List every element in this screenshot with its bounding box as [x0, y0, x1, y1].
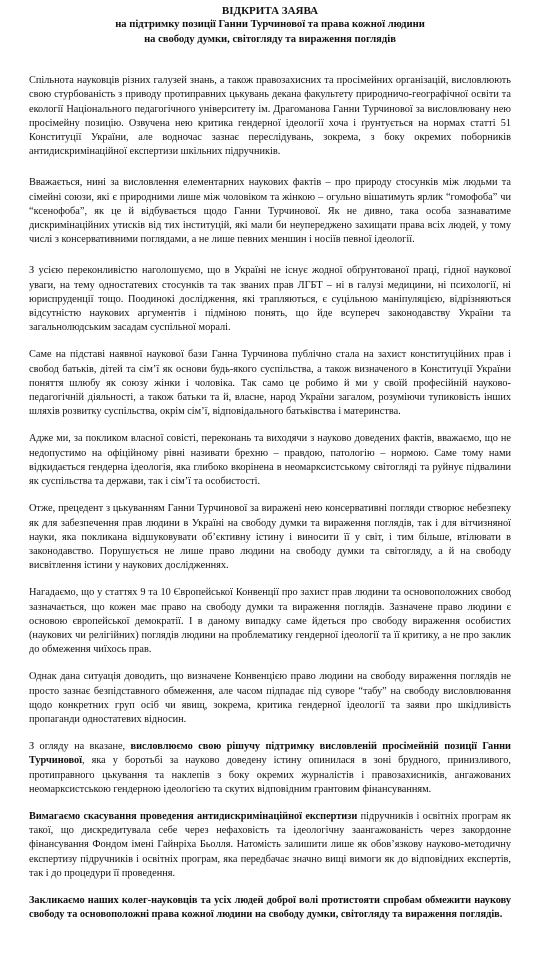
paragraph-9-intro: З огляду на вказане, [29, 741, 131, 753]
document-title [29, 4, 511, 47]
paragraph-7: Нагадаємо, що у статтях 9 та 10 Європейської Конвенції про захист прав людини та основоположних свобод зазначається, що кожен має право на свободу думки та вираження поглядів. Зазначене право людини є основою європейської демократії. І в даному випадку саме йдеться про свободу вираження особистих (наукових чи релігійних) поглядів людини на проблематику гендерної ідеології та її критику, а не про заклик до обмеження чиїхось прав. [29, 587, 511, 656]
paragraph-9 [29, 740, 511, 797]
title-subtitle-line-2: на свободу думки, світогляду та вираження поглядів [144, 33, 396, 45]
paragraph-8: Однак дана ситуація доводить, що визначене Конвенцією право людини на свободу вираження поглядів не просто зазнає безпідставного обмеження, але часом підпадає під суворе “табу” на свободу висловлювання щодо конкретних груп осіб чи явищ, зокрема, критика гендерної ідеології та заяви про шкідливість пропаганди одностатевих відносин. [29, 671, 511, 725]
paragraph-5: Адже ми, за покликом власної совісті, переконань та виходячи з науково доведених фактів, вважаємо, що не недопустимо на офіційному рівні називати брехню – правдою, патологію – нормою. Саме тому нами відкидається гендерна ідеологія, яка глибоко вкорінена в неомарксистському світогляді та руйнує підвалини як суспільства та держави, так і сім’ї та особистості. [29, 433, 511, 488]
paragraph-11 [29, 894, 511, 922]
paragraph-10 [29, 810, 511, 881]
title-heading: ВІДКРИТА ЗАЯВА [221, 5, 319, 17]
paragraph-9-emphasis: висловлюємо свою рішучу підтримку висловленій просімейній позиції Ганни Турчинової [29, 741, 511, 767]
paragraph-6: Отже, прецедент з цькуванням Ганни Турчинової за виражені нею консервативні погляди створює небезпеку як для забезпечення прав людини в Україні на свободу думки та вираження поглядів, так і для вітчизняної науки, яка покликана відшуковувати об’єктивну істину і виносити її у світ, і тим більше, втілювати в законодавство. Порушується не лише право людини на свободу думки та світогляду, а й на свободу висвітлення істини у наукових дослідженнях. [29, 503, 511, 572]
paragraph-3: З усією переконливістю наголошуємо, що в Україні не існує жодної обґрунтованої праці, гідної наукової уваги, на тему одностатевих стосунків та так званих прав ЛГБТ – ні в галузі медицини, ні психології, ні юриспруденції тощо. Поодинокі дослідження, які трапляються, є суцільною маніпуляцією, відрізняються відсутністю наукових аргументів і підміною понять, що йде всупереч законодавству України та загальнолюдським засадам суспільної моралі. [29, 265, 511, 334]
title-subtitle-line-1: на підтримку позиції Ганни Турчинової та права кожної людини [115, 19, 425, 31]
paragraph-1: Спільнота науковців різних галузей знань, а також правозахисних та просімейних організацій, висловлюють свою стурбованість з приводу протиправних цькувань декана факультету природничо-географічної освіти та екології Національного педагогічного університету ім. Драгоманова Ганни Турчинової за висловлювану нею просімейну позицію. Озвучена нею критика гендерної ідеології хоча і ґрунтується на нормах статті 51 Конституції України, але водночас зазнає переслідувань, зокрема, з боку окремих поборників антидискримінаційної експертизи шкільних підручників. [29, 75, 511, 158]
paragraph-10-emphasis: Вимагаємо скасування проведення антидискримінаційної експертизи [29, 810, 358, 822]
paragraph-10-rest: підручників і освітніх програм як такої, що дискредитувала себе через нефаховість та ідеологічну заангажованість через закордонне фінансування Фондом імені Гайнріха Бьолля. Натомість залишити лише як обов’язкову науково-методичну експертизу підручників і освітніх програм, яка передбачає значно вищі вимоги як до відповідних експертів, так і до процедури її проведення. [29, 810, 511, 879]
paragraph-9-rest: , яка у боротьбі за науково доведену істину опинилася в зоні брудного, принизливого, протиправного цькування та наклепів з боку окремих журналістів і правозахисників, ангажованих неомарксистською гендерною ідеологією та скутих відповідним грантовим фінансуванням. [29, 755, 511, 795]
paragraph-2: Вважається, нині за висловлення елементарних наукових фактів – про природу стосунків між людьми та сімейні союзи, які є природними лише між чоловіком та жінкою – огульно вішатимуть ярлик “гомофоба” чи “ксенофоба”, як це й відбувається щодо Ганни Турчинової. Як не дивно, така особа зазнаватиме дискримінаційних утисків від тих інституцій, які мали би неупереджено захищати права всіх людей, у тому числі з консервативними поглядами, а не лише певних меншин і носіїв певної ідеології. [29, 177, 511, 246]
paragraph-11-emphasis: Закликаємо наших колег-науковців та усіх людей доброї волі протистояти спробам обмежити наукову свободу та основоположні права кожної людини на свободу думки, світогляду та вираження поглядів. [29, 894, 511, 921]
paragraph-4: Саме на підставі наявної наукової бази Ганна Турчинова публічно стала на захист конституційних прав і свобод батьків, дітей та сім’ї як основи будь-якого суспільства, а також визначеного в Конституції України поняття шлюбу як союзу жінки і чоловіка. Так само це робимо й ми у своїй професійній науково-педагогічній діяльності, а також батьки та й, власне, народ України загалом, розуміючи тупиковість інших шляхів розвитку суспільства, окрім сім’ї, відповідального батьківства і материнства. [29, 349, 511, 418]
